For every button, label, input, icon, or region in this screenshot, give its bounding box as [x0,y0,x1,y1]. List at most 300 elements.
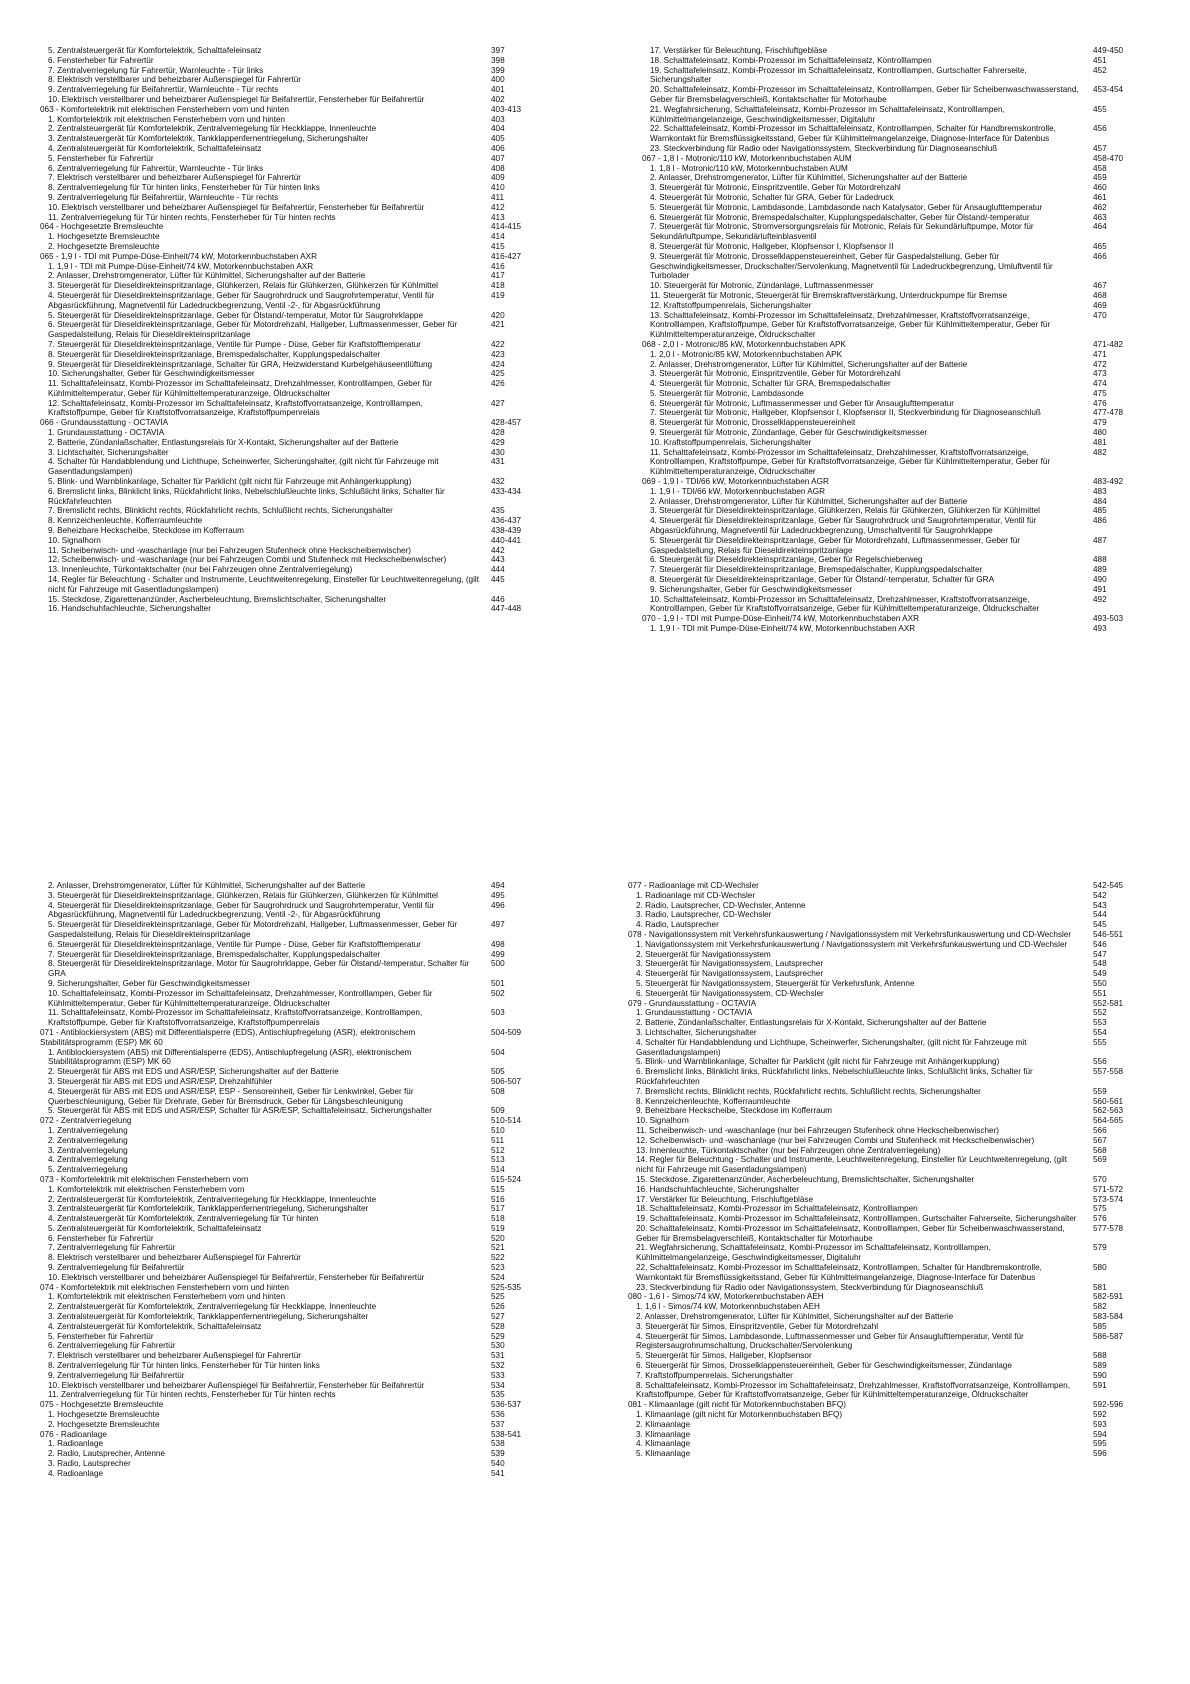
toc-page-number: 416 [491,261,505,271]
toc-page-number: 404 [491,124,505,134]
toc-entry-title: 14. Regler für Beleuchtung - Schalter und Instrumente, Leuchtweitenregelung, Einsteller für Leuchtweitenregelung, (gilt nicht für Fahrzeuge mit Gasentladungslampen) [636,1155,1068,1175]
toc-page-number: 567 [1093,1135,1107,1145]
toc-entry-title: 5. Steuergerät für Navigationssystem, Steuergerät für Verkehrsfunk, Antenne [636,978,915,988]
toc-entry [40,173,555,183]
toc-entry [40,438,555,448]
toc-entry [40,1341,555,1351]
toc-section-heading [628,1292,1157,1302]
toc-page-number: 549 [1093,969,1107,979]
toc-entry-title: 6. Steuergerät für Dieseldirekteinspritzanlage, Geber für Motordrehzahl, Hallgeber, Luftmassenmesser, Geber für Gaspedalstellung, Relais für Dieseldirekteinspritzanlage [48,320,458,340]
toc-entry-title: 7. Zentralverriegelung für Fahrertür [48,1243,176,1253]
toc-page-number: 473 [1093,369,1107,379]
toc-entry-title: 8. Zentralverriegelung für Tür hinten links, Fensterheber für Tür hinten links [48,1361,320,1371]
toc-page-number: 444 [491,565,505,575]
toc-page-number: 573-574 [1093,1194,1124,1204]
toc-entry [40,281,555,291]
toc-page-number: 489 [1093,565,1107,575]
toc-page-number: 452 [1093,65,1107,75]
toc-entry-title: 10. Elektrisch verstellbarer und beheizbarer Außenspiegel für Beifahrertür, Fensterheber für Beifahrertür [48,1380,425,1390]
toc-page-number: 471-482 [1093,339,1124,349]
toc-entry-title: 10. Elektrisch verstellbarer und beheizbarer Außenspiegel für Beifahrertür, Fensterheber für Beifahrertür [48,1272,425,1282]
toc-page-number: 504-509 [491,1027,522,1037]
toc-entry-title: 2. Anlasser, Drehstromgenerator, Lüfter für Kühlmittel, Sicherungshalter auf der Batterie [650,173,968,183]
toc-page-number: 484 [1093,496,1107,506]
toc-entry [40,448,555,458]
toc-section-heading [40,1116,555,1126]
toc-entry-title: 2. Zentralsteuergerät für Komfortelektrik, Zentralverriegelung für Heckklappe, Innenleuchte [48,124,377,134]
toc-entry-title: 19. Schalttafeleinsatz, Kombi-Prozessor im Schalttafeleinsatz, Kontrolllampen, Gurtschalter Fahrerseite, Sicherungshalter [650,65,1027,85]
toc-page-number: 493-503 [1093,614,1124,624]
toc-page-number: 480 [1093,428,1107,438]
toc-entry [40,193,555,203]
toc-page-number: 513 [491,1155,505,1165]
toc-entry [40,565,555,575]
toc-page-number: 500 [491,959,505,969]
toc-entry-title: 063 - Komfortelektrik mit elektrischen Fensterhebern vorn und hinten [40,104,289,114]
toc-page-number: 475 [1093,388,1107,398]
toc-entry-title: 6. Bremslicht links, Blinklicht links, Rückfahrlicht links, Nebelschlußleuchte links, Schlußlicht links, Schalter für Rückfahrleuchten [636,1067,1033,1086]
toc-page-number: 592-596 [1093,1400,1124,1410]
toc-entry-title: 5. Steuergerät für Simos, Hallgeber, Klopfsensor [636,1351,812,1361]
toc-entry [642,164,1157,174]
toc-entry [40,46,555,56]
toc-page-number: 485 [1093,506,1107,516]
toc-entry-title: 3. Steuergerät für Motronic, Einspritzventile, Geber für Motordrehzahl [650,183,901,193]
toc-page-number: 493 [1093,624,1107,634]
toc-entry [642,183,1157,193]
toc-section-heading [628,999,1157,1009]
toc-page-number: 532 [491,1361,505,1371]
toc-entry-title: 8. Steuergerät für Dieseldirekteinspritzanlage, Geber für Ölstand/-temperatur, Schalter für GRA [650,575,995,585]
toc-entry [40,360,555,370]
toc-section-heading [628,881,1157,891]
toc-page-number: 411 [491,192,505,202]
toc-entry [40,1243,555,1253]
toc-entry [642,428,1157,438]
toc-entry-title: 5. Steuergerät für Dieseldirekteinspritzanlage, Geber für Motordrehzahl, Luftmassenmesser, Geber für Gaspedalstellung, Relais für Dieseldirekteinspritzanlage [650,535,1020,555]
toc-page-number: 576 [1093,1214,1107,1224]
toc-entry-title: 2. Anlasser, Drehstromgenerator, Lüfter für Kühlmittel, Sicherungshalter auf der Batterie [650,496,968,506]
toc-section-heading [628,1400,1157,1410]
toc-page-number: 581 [1093,1282,1107,1292]
toc-entry [40,399,555,419]
toc-entry [628,1420,1157,1430]
toc-entry-title: 15. Steckdose, Zigarettenanzünder, Ascherbeleuchtung, Bremslichtschalter, Sicherungshalter [48,594,387,604]
toc-section-heading [40,1028,555,1048]
toc-entry [40,901,555,921]
toc-page-number: 583-584 [1093,1312,1124,1322]
toc-entry-title: 1. Radioanlage mit CD-Wechsler [636,890,756,900]
toc-entry [40,1302,555,1312]
toc-page-number: 519 [491,1223,505,1233]
toc-entry [628,1195,1157,1205]
toc-entry [642,203,1157,213]
toc-entry-title: 1. 1,9 l - TDI mit Pumpe-Düse-Einheit/74 kW, Motorkennbuchstaben AXR [48,261,314,271]
toc-entry [40,369,555,379]
toc-entry-title: 6. Steuergerät für Navigationssystem, CD-Wechsler [636,988,824,998]
toc-page-number: 415 [491,241,505,251]
toc-entry-title: 6. Zentralverriegelung für Fahrertür [48,1341,176,1351]
toc-entry-title: 17. Verstärker für Beleuchtung, Frischluftgebläse [636,1194,814,1204]
toc-page-number: 595 [1093,1439,1107,1449]
toc-entry-title: 10. Elektrisch verstellbarer und beheizbarer Außenspiegel für Beifahrertür, Fensterheber für Beifahrertür [48,202,425,212]
toc-entry [40,154,555,164]
toc-page-number: 428-457 [491,418,522,428]
toc-entry [40,940,555,950]
toc-entry-title: 1. Zentralverriegelung [48,1125,128,1135]
toc-entry [40,1106,555,1116]
toc-entry [40,1067,555,1077]
toc-page-number: 491 [1093,584,1107,594]
toc-entry-title: 1. Klimaanlage (gilt nicht für Motorkennbuchstaben BFQ) [636,1410,843,1420]
toc-entry-title: 5. Fensterheber für Fahrertür [48,1331,154,1341]
toc-entry-title: 10. Sicherungshalter, Geber für Geschwindigkeitsmesser [48,369,255,379]
toc-page-number: 463 [1093,212,1107,222]
toc-page-number: 483 [1093,486,1107,496]
toc-entry [642,242,1157,252]
toc-column-bottom-right [628,881,1157,1459]
toc-entry-title: 5. Zentralverriegelung [48,1165,128,1175]
toc-page-number: 442 [491,545,505,555]
toc-entry-title: 5. Steuergerät für Dieseldirekteinspritzanlage, Geber für Motordrehzahl, Hallgeber, Luftmassenmesser, Geber für Gaspedalstellung, Relais für Dieseldirekteinspritzanlage [48,920,458,939]
toc-section-heading [40,1283,555,1293]
toc-page-number: 433-434 [491,486,522,496]
toc-entry-title: 068 - 2,0 l - Motronic/85 kW, Motorkennbuchstaben APK [642,339,846,349]
toc-entry [628,979,1157,989]
toc-entry [628,1106,1157,1116]
toc-entry-title: 11. Schalttafeleinsatz, Kombi-Prozessor im Schalttafeleinsatz, Kraftstoffvorratsanzeige, Kontrolllampen, Kraftstoffpumpe, Geber für Kraftstoffvorratsanzeige, Kraftstoffpumpenrelais [48,1008,423,1028]
toc-entry [40,134,555,144]
toc-entry [40,1234,555,1244]
toc-entry-title: 10. Kraftstoffpumpenrelais, Sicherungshalter [650,437,812,447]
toc-entry-title: 4. Steuergerät für Simos, Lambdasonde, Luftmassenmesser und Geber für Ansauglufttemperatur, Ventil für Registersaugrohrumschaltung, Druckschalter/Servolenkung [636,1331,1024,1351]
toc-entry [642,222,1157,242]
toc-entry [40,1322,555,1332]
toc-entry-title: 5. Blink- und Warnblinkanlage, Schalter für Parklicht (gilt nicht für Fahrzeuge mit Anhängerkupplung) [636,1057,1000,1067]
toc-entry [642,350,1157,360]
toc-page-number: 468 [1093,290,1107,300]
toc-entry-title: 6. Steuergerät für Motronic, Luftmassenmesser und Geber für Ansauglufttemperatur [650,398,955,408]
toc-entry [628,1312,1157,1322]
toc-entry-title: 9. Zentralverriegelung für Beifahrertür [48,1370,185,1380]
toc-entry [40,1459,555,1469]
toc-entry-title: 12. Schalttafeleinsatz, Kombi-Prozessor im Schalttafeleinsatz, Kraftstoffvorratsanzeige, Kontrolllampen, Kraftstoffpumpe, Geber für Kraftstoffvorratsanzeige, Kraftstoffpumpenrelais [48,398,423,418]
toc-entry [40,213,555,223]
toc-entry [628,989,1157,999]
toc-page-number: 418 [491,281,505,291]
toc-page-number: 435 [491,506,505,516]
toc-entry [628,1116,1157,1126]
toc-entry [642,585,1157,595]
toc-page-number: 533 [491,1370,505,1380]
toc-entry-title: 6. Steuergerät für Dieseldirekteinspritzanlage, Ventile für Pumpe - Düse, Geber für Kraftstofftemperatur [48,939,422,949]
toc-entry-title: 064 - Hochgesetzte Bremsleuchte [40,222,164,232]
toc-entry [40,242,555,252]
toc-entry [40,1185,555,1195]
toc-entry [40,1361,555,1371]
toc-entry [40,350,555,360]
toc-entry-title: 1. 1,9 l - TDI/66 kW, Motorkennbuchstaben AGR [650,486,826,496]
toc-entry [642,291,1157,301]
toc-entry-title: 10. Signalhorn [48,535,101,545]
toc-entry [642,46,1157,56]
toc-page-number: 568 [1093,1145,1107,1155]
toc-entry-title: 9. Steuergerät für Dieseldirekteinspritzanlage, Schalter für GRA, Heizwiderstand Kurbelgehäuseentlüftung [48,359,433,369]
toc-page-number: 455 [1093,104,1107,114]
toc-entry [40,487,555,507]
toc-entry-title: 2. Zentralsteuergerät für Komfortelektrik, Zentralverriegelung für Heckklappe, Innenleuchte [48,1302,377,1312]
toc-page-number: 403 [491,114,505,124]
toc-entry-title: 3. Zentralsteuergerät für Komfortelektrik, Tankklappenfernentriegelung, Sicherungshalter [48,1312,369,1322]
toc-page-number: 575 [1093,1204,1107,1214]
toc-entry-title: 9. Beheizbare Heckscheibe, Steckdose im Kofferraum [48,526,244,536]
toc-entry [642,144,1157,154]
toc-entry [628,1332,1157,1352]
toc-page-number: 542-545 [1093,881,1124,890]
toc-entry [40,1312,555,1322]
toc-entry [628,1097,1157,1107]
toc-entry [40,379,555,399]
toc-entry [642,536,1157,556]
toc-entry [40,881,555,891]
toc-entry-title: 079 - Grundausstattung - OCTAVIA [628,998,757,1008]
toc-entry [40,1469,555,1479]
toc-section-heading [642,340,1157,350]
toc-column-top-left [40,46,555,614]
toc-entry-title: 3. Steuergerät für Navigationssystem, Lautsprecher [636,959,824,969]
toc-entry [40,320,555,340]
toc-entry [40,95,555,105]
toc-page-number: 486 [1093,516,1107,526]
toc-entry-title: 7. Zentralverriegelung für Fahrertür, Warnleuchte - Tür links [48,65,264,75]
toc-page-number: 552 [1093,1008,1107,1018]
toc-entry [40,232,555,242]
toc-entry [40,340,555,350]
toc-entry-title: 21. Wegfahrsicherung, Schalttafeleinsatz, Kombi-Prozessor im Schalttafeleinsatz, Kontrolllampen, Kühlmittelmangelanzeige, Geschwindigkeitsmesser, Digitaluhr [650,104,1005,124]
toc-page-number: 457 [1093,143,1107,153]
toc-page-number: 472 [1093,359,1107,369]
toc-entry-title: 2. Radio, Lautsprecher, Antenne [48,1449,165,1459]
toc-entry-title: 6. Fensterheber für Fahrertür [48,1233,154,1243]
toc-entry [628,910,1157,920]
toc-page-number: 530 [491,1341,505,1351]
toc-page-number: 502 [491,988,505,998]
toc-page-number: 401 [491,85,505,95]
toc-entry-title: 8. Zentralverriegelung für Tür hinten links, Fensterheber für Tür hinten links [48,183,320,193]
toc-page-number: 398 [491,55,505,65]
toc-entry-title: 13. Innenleuchte, Türkontaktschalter (nur bei Fahrzeugen ohne Zentralverriegelung) [48,565,353,575]
toc-entry [628,1449,1157,1459]
toc-section-heading [40,1175,555,1185]
toc-entry-title: 8. Steuergerät für Dieseldirekteinspritzanlage, Motor für Saugrohrklappe, Geber für Ölstand/-temperatur, Schalter für GRA [48,959,470,979]
toc-page-number: 474 [1093,379,1107,389]
toc-entry [40,183,555,193]
toc-page-number: 512 [491,1145,505,1155]
toc-page-number: 569 [1093,1155,1107,1165]
toc-entry [40,428,555,438]
toc-page-number: 443 [491,555,505,565]
toc-page-number: 399 [491,65,505,75]
toc-entry-title: 4. Schalter für Handabblendung und Lichthupe, Scheinwerfer, Sicherungshalter, (gilt nicht für Fahrzeuge mit Gasentladungslampen) [636,1037,1027,1057]
toc-entry-title: 3. Steuergerät für Dieseldirekteinspritzanlage, Glühkerzen, Relais für Glühkerzen, Glühkerzen für Kühlmittel [48,890,439,900]
toc-entry [642,379,1157,389]
toc-entry [642,497,1157,507]
toc-entry-title: 3. Steuergerät für Simos, Einspritzventile, Geber für Motordrehzahl [636,1321,879,1331]
toc-page-number: 471 [1093,349,1107,359]
toc-entry-title: 070 - 1,9 l - TDI mit Pumpe-Düse-Einheit/74 kW, Motorkennbuchstaben AXR [642,614,919,624]
toc-entry [40,115,555,125]
toc-page-number: 579 [1093,1243,1107,1253]
toc-entry [628,1067,1157,1087]
toc-entry-title: 1. Hochgesetzte Bremsleuchte [48,232,160,242]
toc-entry [628,891,1157,901]
toc-page-number: 409 [491,173,505,183]
toc-entry-title: 071 - Antiblockiersystem (ABS) mit Differentialsperre (EDS), Antischlupfregelung (ASR), elektronischem Stabilitätsprogramm (ESP) MK 60 [40,1027,416,1047]
toc-entry-title: 8. Elektrisch verstellbarer und beheizbarer Außenspiegel für Fahrertür [48,75,302,85]
toc-page-number: 483-492 [1093,477,1124,487]
toc-entry-title: 8. Steuergerät für Motronic, Hallgeber, Klopfsensor I, Klopfsensor II [650,241,894,251]
toc-section-heading [642,154,1157,164]
toc-entry-title: 14. Regler für Beleuchtung - Schalter und Instrumente, Leuchtweitenregelung, Einsteller für Leuchtweitenregelung, (gilt nicht für Fahrzeuge mit Gasentladungslampen) [48,575,480,594]
toc-entry [628,940,1157,950]
toc-page-number: 566 [1093,1125,1107,1135]
toc-page-number: 582-591 [1093,1292,1124,1302]
toc-entry-title: 078 - Navigationssystem mit Verkehrsfunkauswertung / Navigationssystem mit Verkehrsfunkauswertung und CD-Wechsler [628,929,1072,939]
toc-entry [40,1008,555,1028]
toc-entry-title: 22. Schalttafeleinsatz, Kombi-Prozessor im Schalttafeleinsatz, Kontrolllampen, Schalter für Handbremskontrolle, Warnkontakt für Bremsflüssigkeitsstand, Geber für Kühlmittelmangelanzeige, Diagnose-Interface für Datenbus [636,1263,1042,1282]
toc-entry-title: 12. Scheibenwisch- und -waschanlage (nur bei Fahrzeugen Combi und Stufenheck mit Heckscheibenwischer) [48,555,447,565]
toc-entry [642,595,1157,615]
toc-page-number: 413 [491,212,505,222]
toc-page-number: 496 [491,900,505,910]
toc-entry [642,369,1157,379]
toc-entry [40,1390,555,1400]
toc-page-number: 541 [491,1468,505,1478]
toc-entry [628,1322,1157,1332]
toc-page-number: 456 [1093,124,1107,134]
toc-entry-title: 13. Schalttafeleinsatz, Kombi-Prozessor im Schalttafeleinsatz, Drehzahlmesser, Kraftstoffvorratsanzeige, Kontrolllampen, Kraftstoffpumpe, Geber für Kraftstoffvorratsanzeige, Geber für Kühlmitteltemperatur, Geber für Kühlmitteltemperaturanzeige, Öldruckschalter [650,310,1051,340]
toc-page-number: 426 [491,379,505,389]
toc-page-number: 538-541 [491,1429,522,1439]
toc-entry [40,1155,555,1165]
toc-entry [40,56,555,66]
toc-entry-title: 2. Batterie, Zündanlaßschalter, Entlastungsrelais für X-Kontakt, Sicherungshalter auf der Batterie [48,437,399,447]
toc-page-number: 407 [491,153,505,163]
toc-page-number: 459 [1093,173,1107,183]
toc-entry-title: 23. Steckverbindung für Radio oder Navigationssystem, Steckverbindung für Diagnoseanschluß [650,143,998,153]
toc-entry [628,1224,1157,1244]
toc-page-number: 432 [491,477,505,487]
toc-page-number: 494 [491,881,505,890]
toc-entry [40,526,555,536]
toc-entry [628,1351,1157,1361]
toc-page-number: 417 [491,271,505,281]
toc-entry-title: 2. Anlasser, Drehstromgenerator, Lüfter für Kühlmittel, Sicherungshalter auf der Batterie [636,1312,954,1322]
toc-section-heading [642,477,1157,487]
toc-entry-title: 1. 1,9 l - TDI mit Pumpe-Düse-Einheit/74 kW, Motorkennbuchstaben AXR [650,624,916,634]
toc-entry [628,1018,1157,1028]
toc-entry-title: 7. Bremslicht rechts, Blinklicht rechts, Rückfahrlicht rechts, Schlußlicht rechts, Sicherungshalter [636,1086,981,1096]
toc-entry [40,1439,555,1449]
toc-entry-title: 7. Elektrisch verstellbarer und beheizbarer Außenspiegel für Fahrertür [48,1351,302,1361]
toc-entry [40,891,555,901]
toc-entry [40,920,555,940]
toc-entry-title: 6. Steuergerät für Motronic, Bremspedalschalter, Kupplungspedalschalter, Geber für Ölstand/-temperatur [650,212,1030,222]
toc-entry [642,516,1157,536]
toc-entry-title: 1. Grundausstattung - OCTAVIA [636,1008,753,1018]
toc-page-number: 570 [1093,1174,1107,1184]
toc-page-number: 495 [491,890,505,900]
toc-entry-title: 11. Scheibenwisch- und -waschanlage (nur bei Fahrzeugen Stufenheck ohne Heckscheibenwischer) [48,545,412,555]
toc-page-number: 559 [1093,1086,1107,1096]
toc-entry [628,1371,1157,1381]
toc-page-number: 477-478 [1093,408,1124,418]
toc-entry-title: 3. Steuergerät für ABS mit EDS und ASR/ESP, Drehzahlfühler [48,1076,273,1086]
toc-page-number: 525-535 [491,1282,522,1292]
toc-entry [40,1371,555,1381]
toc-entry-title: 3. Steuergerät für Dieseldirekteinspritzanlage, Glühkerzen, Relais für Glühkerzen, Glühkerzen für Kühlmittel [48,281,439,291]
toc-entry [40,1273,555,1283]
toc-entry-title: 23. Steckverbindung für Radio oder Navigationssystem, Steckverbindung für Diagnoseanschluß [636,1282,984,1292]
toc-entry [40,1077,555,1087]
toc-entry [40,1381,555,1391]
toc-page-number: 498 [491,939,505,949]
toc-page-number: 539 [491,1449,505,1459]
toc-section-heading [40,252,555,262]
toc-entry [628,1008,1157,1018]
toc-page-number: 527 [491,1312,505,1322]
toc-page-number: 524 [491,1272,505,1282]
toc-entry [628,950,1157,960]
toc-page-number: 557-558 [1093,1067,1124,1077]
toc-entry-title: 2. Radio, Lautsprecher, CD-Wechsler, Antenne [636,900,806,910]
toc-page-number: 555 [1093,1037,1107,1047]
toc-page-number: 522 [491,1253,505,1263]
toc-column-bottom-left [40,881,555,1479]
toc-entry [40,1420,555,1430]
toc-entry-title: 4. Klimaanlage [636,1439,691,1449]
toc-page-number: 505 [491,1067,505,1077]
toc-page-number: 515-524 [491,1174,522,1184]
toc-page-number: 400 [491,75,505,85]
toc-page-number: 470 [1093,310,1107,320]
toc-entry-title: 2. Batterie, Zündanlaßschalter, Entlastungsrelais für X-Kontakt, Sicherungshalter auf der Batterie [636,1018,987,1028]
toc-entry-title: 3. Klimaanlage [636,1429,691,1439]
toc-entry-title: 6. Fensterheber für Fahrertür [48,55,154,65]
toc-page-number: 421 [491,320,505,330]
toc-entry [40,75,555,85]
toc-entry [40,66,555,76]
toc-entry-title: 10. Schalttafeleinsatz, Kombi-Prozessor im Schalttafeleinsatz, Drehzahlmesser, Kraftstoffvorratsanzeige, Kontrolllampen, Geber für Kraftstoffvorratsanzeige, Geber für Kühlmitteltemperaturanzeige, Öldruckschalter [650,594,1040,614]
toc-entry-title: 5. Zentralsteuergerät für Komfortelektrik, Schalttafeleinsatz [48,1223,262,1233]
toc-entry [642,85,1157,105]
toc-entry-title: 7. Steuergerät für Motronic, Stromversorgungsrelais für Motronic, Relais für Sekundärluftpumpe, Motor für Sekundärluftpumpe, Sekundärlufteinblasventil [650,222,1034,242]
toc-entry-title: 1. Komfortelektrik mit elektrischen Fensterhebern vorn und hinten [48,114,286,124]
toc-entry-title: 072 - Zentralverriegelung [40,1116,132,1126]
toc-page-number: 462 [1093,202,1107,212]
toc-entry [628,1126,1157,1136]
toc-page-number: 537 [491,1419,505,1429]
toc-entry-title: 7. Bremslicht rechts, Blinklicht rechts, Rückfahrlicht rechts, Schlußlicht rechts, Sicherungshalter [48,506,393,516]
toc-entry [40,1204,555,1214]
toc-page-number: 548 [1093,959,1107,969]
toc-entry-title: 075 - Hochgesetzte Bremsleuchte [40,1400,164,1410]
toc-entry [40,1195,555,1205]
toc-page-number: 428 [491,428,505,438]
toc-column-top-right [642,46,1157,634]
toc-entry-title: 6. Bremslicht links, Blinklicht links, Rückfahrlicht links, Nebelschlußleuchte links, Schlußlicht links, Schalter für Rückfahrleuchten [48,486,445,506]
toc-entry [40,1263,555,1273]
